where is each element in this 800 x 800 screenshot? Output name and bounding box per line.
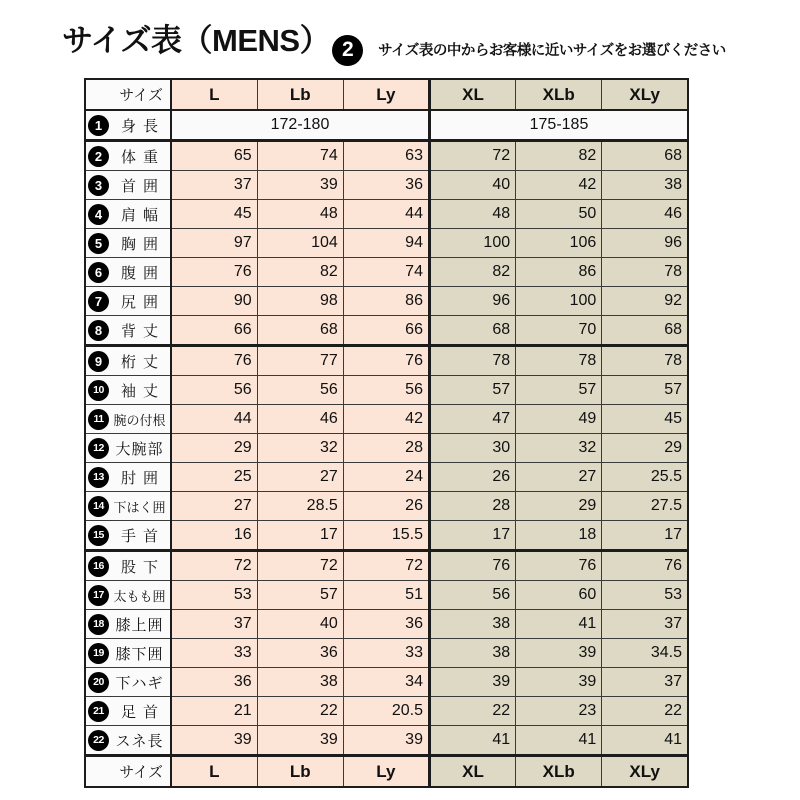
row-label-cell [85,581,171,610]
size-column-ly: Ly [343,756,429,788]
row-label-cell [85,287,171,316]
size-column-xl: XL [429,756,515,788]
size-value-cell: 40 [257,610,343,639]
size-value-cell: 45 [602,405,688,434]
row-label-text: 背丈 [120,322,165,340]
size-value-cell: 106 [516,229,602,258]
row-number-badge: 12 [88,438,109,459]
size-value-cell: 70 [516,316,602,346]
size-value-cell: 41 [516,610,602,639]
size-value-cell: 29 [602,434,688,463]
size-value-cell: 57 [602,376,688,405]
row-label [86,171,170,199]
height-range-xl-cell: 175-185 [429,110,688,141]
size-value-cell: 53 [602,581,688,610]
size-value-cell: 41 [516,726,602,756]
table-row [85,668,688,697]
row-label [86,287,170,315]
row-label [86,258,170,286]
row-label [86,434,170,462]
size-value-cell: 45 [171,200,257,229]
row-label-cell [85,346,171,376]
row-label-cell [85,110,171,141]
table-row [85,434,688,463]
page-title [62,22,363,66]
row-number-badge: 13 [88,467,109,488]
size-value-cell: 72 [429,141,515,171]
table-row [85,639,688,668]
table-row [85,492,688,521]
table-row [85,141,688,171]
table-row [85,551,688,581]
size-value-cell: 42 [343,405,429,434]
size-value-cell: 29 [171,434,257,463]
size-value-cell: 90 [171,287,257,316]
row-label-text: 手首 [120,527,165,545]
table-row [85,258,688,287]
size-value-cell: 76 [171,258,257,287]
size-value-cell: 39 [429,668,515,697]
size-value-cell: 100 [429,229,515,258]
row-label [86,347,170,375]
size-value-cell: 26 [429,463,515,492]
table-row [85,581,688,610]
size-column-lb: Lb [257,756,343,788]
size-value-cell: 36 [343,171,429,200]
table-row [85,610,688,639]
title-number-badge: 2 [332,35,363,66]
size-value-cell: 74 [257,141,343,171]
size-value-cell: 74 [343,258,429,287]
size-value-cell: 41 [429,726,515,756]
row-label-text: 太もも囲 [113,588,166,604]
size-value-cell: 37 [171,171,257,200]
size-value-cell: 28 [429,492,515,521]
size-value-cell: 82 [429,258,515,287]
row-label-cell [85,434,171,463]
size-value-cell: 25 [171,463,257,492]
row-label-cell [85,316,171,346]
size-value-cell: 53 [171,581,257,610]
size-value-cell: 18 [516,521,602,551]
size-value-cell: 76 [516,551,602,581]
size-value-cell: 32 [257,434,343,463]
size-value-cell: 78 [429,346,515,376]
size-value-cell: 39 [257,726,343,756]
page-subtitle: サイズ表の中からお客様に近いサイズをお選びください [378,42,726,59]
size-column-xl: XL [429,79,515,110]
row-number-badge: 20 [88,672,109,693]
row-number-badge: 1 [88,115,109,136]
row-label-cell [85,258,171,287]
row-label-text: 膝下囲 [115,645,164,663]
size-table [84,78,689,788]
table-row [85,346,688,376]
row-number-badge: 3 [88,175,109,196]
size-value-cell: 76 [343,346,429,376]
row-label-text: スネ長 [115,732,164,750]
size-value-cell: 37 [602,610,688,639]
size-value-cell: 33 [343,639,429,668]
table-row [85,697,688,726]
size-value-cell: 34.5 [602,639,688,668]
table-row [85,171,688,200]
row-number-badge: 7 [88,291,109,312]
size-value-cell: 60 [516,581,602,610]
row-label [86,697,170,725]
size-value-cell: 15.5 [343,521,429,551]
row-label [86,316,170,344]
size-column-xly: XLy [602,756,688,788]
page-header [62,22,726,66]
row-number-badge: 4 [88,204,109,225]
size-value-cell: 78 [602,258,688,287]
size-value-cell: 100 [516,287,602,316]
size-column-ly: Ly [343,79,429,110]
size-value-cell: 36 [257,639,343,668]
row-label-cell [85,668,171,697]
row-number-badge: 17 [88,585,109,606]
row-label-cell [85,376,171,405]
table-row [85,316,688,346]
size-value-cell: 82 [516,141,602,171]
row-number-badge: 11 [88,409,109,430]
size-value-cell: 65 [171,141,257,171]
row-label [86,376,170,404]
size-value-cell: 27.5 [602,492,688,521]
size-value-cell: 57 [516,376,602,405]
size-value-cell: 44 [343,200,429,229]
size-value-cell: 21 [171,697,257,726]
size-value-cell: 51 [343,581,429,610]
size-value-cell: 27 [257,463,343,492]
size-value-cell: 63 [343,141,429,171]
row-label-cell [85,697,171,726]
row-label-text: 下はく囲 [113,499,166,515]
row-label-text: 桁丈 [120,353,165,371]
size-value-cell: 28.5 [257,492,343,521]
size-column-l: L [171,756,257,788]
size-value-cell: 96 [429,287,515,316]
size-value-cell: 98 [257,287,343,316]
row-label-text: 首囲 [120,177,165,195]
size-value-cell: 22 [429,697,515,726]
size-value-cell: 40 [429,171,515,200]
size-value-cell: 39 [171,726,257,756]
size-value-cell: 28 [343,434,429,463]
row-label [86,610,170,638]
size-value-cell: 57 [257,581,343,610]
row-label-text: 肩幅 [120,206,165,224]
row-label-text: 尻囲 [120,293,165,311]
size-value-cell: 56 [343,376,429,405]
size-value-cell: 49 [516,405,602,434]
size-value-cell: 82 [257,258,343,287]
size-value-cell: 72 [171,551,257,581]
row-label-cell [85,521,171,551]
size-value-cell: 68 [257,316,343,346]
size-value-cell: 46 [602,200,688,229]
size-value-cell: 72 [343,551,429,581]
height-range-l-cell: 172-180 [171,110,429,141]
size-value-cell: 36 [343,610,429,639]
table-row [85,376,688,405]
row-label-cell [85,200,171,229]
row-label-text: 腕の付根 [113,412,166,428]
size-value-cell: 94 [343,229,429,258]
size-table-footer-row [85,756,688,788]
size-value-cell: 22 [257,697,343,726]
size-value-cell: 57 [429,376,515,405]
size-column-l: L [171,79,257,110]
row-number-badge: 14 [88,496,109,517]
row-label-cell [85,141,171,171]
row-label [86,668,170,696]
row-label [86,492,170,520]
size-value-cell: 68 [429,316,515,346]
row-label-text: 腹囲 [120,264,165,282]
row-label-text: 肘囲 [120,469,165,487]
size-value-cell: 48 [257,200,343,229]
size-value-cell: 39 [343,726,429,756]
row-label [86,111,170,139]
row-number-badge: 2 [88,146,109,167]
row-label-cell [85,551,171,581]
row-label-cell [85,492,171,521]
size-value-cell: 50 [516,200,602,229]
size-value-cell: 86 [516,258,602,287]
row-label [86,581,170,609]
size-value-cell: 38 [602,171,688,200]
size-value-cell: 29 [516,492,602,521]
size-value-cell: 17 [429,521,515,551]
row-label-cell [85,726,171,756]
size-value-cell: 38 [257,668,343,697]
size-value-cell: 56 [257,376,343,405]
row-label-text: 胸囲 [120,235,165,253]
size-value-cell: 37 [171,610,257,639]
size-value-cell: 34 [343,668,429,697]
size-column-xlb: XLb [516,79,602,110]
row-label [86,726,170,754]
row-number-badge: 21 [88,701,109,722]
size-value-cell: 33 [171,639,257,668]
row-label [86,521,170,549]
table-row-height [85,110,688,141]
size-column-xly: XLy [602,79,688,110]
size-value-cell: 44 [171,405,257,434]
row-label-text: 身長 [120,117,165,135]
row-label [86,200,170,228]
size-value-cell: 76 [429,551,515,581]
size-value-cell: 17 [602,521,688,551]
table-row [85,229,688,258]
row-label-cell [85,229,171,258]
row-number-badge: 18 [88,614,109,635]
row-label-text: 体重 [120,148,165,166]
size-value-cell: 41 [602,726,688,756]
size-value-cell: 24 [343,463,429,492]
size-value-cell: 76 [602,551,688,581]
size-value-cell: 78 [516,346,602,376]
table-row [85,521,688,551]
row-number-badge: 22 [88,730,109,751]
row-label-cell [85,639,171,668]
table-row [85,463,688,492]
size-value-cell: 42 [516,171,602,200]
size-value-cell: 56 [171,376,257,405]
size-value-cell: 23 [516,697,602,726]
size-value-cell: 30 [429,434,515,463]
size-value-cell: 20.5 [343,697,429,726]
size-value-cell: 68 [602,141,688,171]
row-number-badge: 9 [88,351,109,372]
table-row [85,405,688,434]
row-number-badge: 8 [88,320,109,341]
size-value-cell: 27 [171,492,257,521]
size-corner-label: サイズ [85,79,171,110]
row-label [86,639,170,667]
size-value-cell: 92 [602,287,688,316]
size-value-cell: 104 [257,229,343,258]
table-row [85,200,688,229]
row-label-text: 股下 [120,558,165,576]
size-value-cell: 76 [171,346,257,376]
row-label [86,405,170,433]
row-number-badge: 6 [88,262,109,283]
table-row [85,287,688,316]
size-value-cell: 25.5 [602,463,688,492]
table-row [85,726,688,756]
size-value-cell: 26 [343,492,429,521]
size-value-cell: 39 [516,668,602,697]
size-value-cell: 97 [171,229,257,258]
size-value-cell: 38 [429,639,515,668]
row-label-text: 大腕部 [115,440,164,458]
row-label [86,229,170,257]
size-column-lb: Lb [257,79,343,110]
size-column-xlb: XLb [516,756,602,788]
size-value-cell: 46 [257,405,343,434]
row-label-cell [85,405,171,434]
size-value-cell: 36 [171,668,257,697]
row-label-text: 膝上囲 [115,616,164,634]
size-value-cell: 39 [516,639,602,668]
size-value-cell: 22 [602,697,688,726]
size-value-cell: 47 [429,405,515,434]
size-value-cell: 48 [429,200,515,229]
size-value-cell: 68 [602,316,688,346]
row-label-cell [85,171,171,200]
row-number-badge: 15 [88,525,109,546]
size-value-cell: 17 [257,521,343,551]
size-value-cell: 56 [429,581,515,610]
size-table-header-row [85,79,688,110]
size-corner-label: サイズ [85,756,171,788]
row-label-text: 足首 [120,703,165,721]
row-label-cell [85,610,171,639]
size-value-cell: 66 [171,316,257,346]
row-label [86,552,170,580]
size-value-cell: 37 [602,668,688,697]
row-label-text: 袖丈 [120,382,165,400]
size-value-cell: 66 [343,316,429,346]
size-value-cell: 77 [257,346,343,376]
page-title-text: サイズ表（MENS） [62,23,331,58]
size-value-cell: 16 [171,521,257,551]
row-number-badge: 16 [88,556,109,577]
size-value-cell: 86 [343,287,429,316]
size-value-cell: 32 [516,434,602,463]
size-value-cell: 78 [602,346,688,376]
row-label-cell [85,463,171,492]
row-number-badge: 10 [88,380,109,401]
size-value-cell: 39 [257,171,343,200]
row-label [86,463,170,491]
row-number-badge: 19 [88,643,109,664]
row-number-badge: 5 [88,233,109,254]
size-value-cell: 72 [257,551,343,581]
size-value-cell: 27 [516,463,602,492]
row-label [86,142,170,170]
size-value-cell: 38 [429,610,515,639]
size-value-cell: 96 [602,229,688,258]
row-label-text: 下ハギ [115,674,164,692]
